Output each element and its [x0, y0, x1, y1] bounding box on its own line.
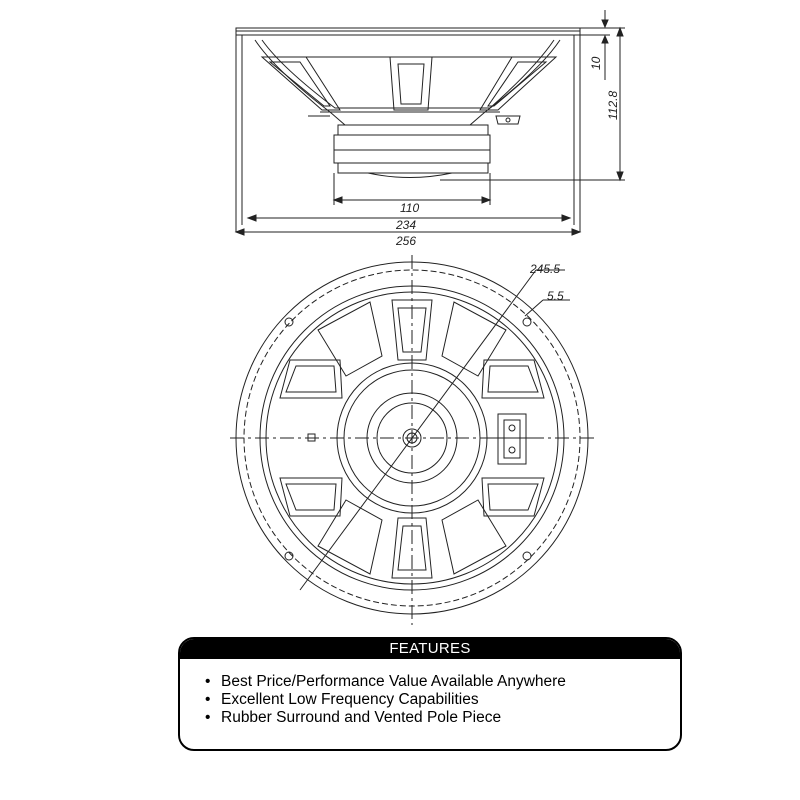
magnet-back-plate: [338, 163, 488, 173]
dim-256-label: 256: [396, 234, 417, 248]
feature-item: • Excellent Low Frequency Capabilities: [221, 691, 680, 709]
dim-110-label: 110: [400, 201, 420, 215]
side-view: [236, 10, 625, 235]
dim-112-8-label: 112.8: [606, 90, 620, 120]
terminal-block: [492, 414, 532, 464]
dim-5-5-label: 5.5: [547, 289, 564, 303]
mounting-hole: [285, 318, 293, 326]
features-list: [180, 659, 680, 727]
magnet-top-plate: [338, 125, 488, 135]
features-title: FEATURES: [180, 639, 680, 659]
feature-item: • Best Price/Performance Value Available Anywhere: [221, 673, 680, 691]
features-panel: [178, 637, 682, 751]
mounting-hole: [523, 318, 531, 326]
front-view: [230, 255, 598, 625]
mounting-hole: [523, 552, 531, 560]
dim-234-label: 234: [396, 218, 417, 232]
terminal-bracket: [496, 116, 520, 124]
dim-245-5-label: 245.5: [530, 262, 561, 276]
dim-10-label: 10: [589, 56, 603, 70]
basket-spoke: [390, 57, 432, 110]
magnet: [334, 135, 490, 163]
basket-spoke: [480, 57, 556, 110]
feature-item: • Rubber Surround and Vented Pole Piece: [221, 709, 680, 727]
